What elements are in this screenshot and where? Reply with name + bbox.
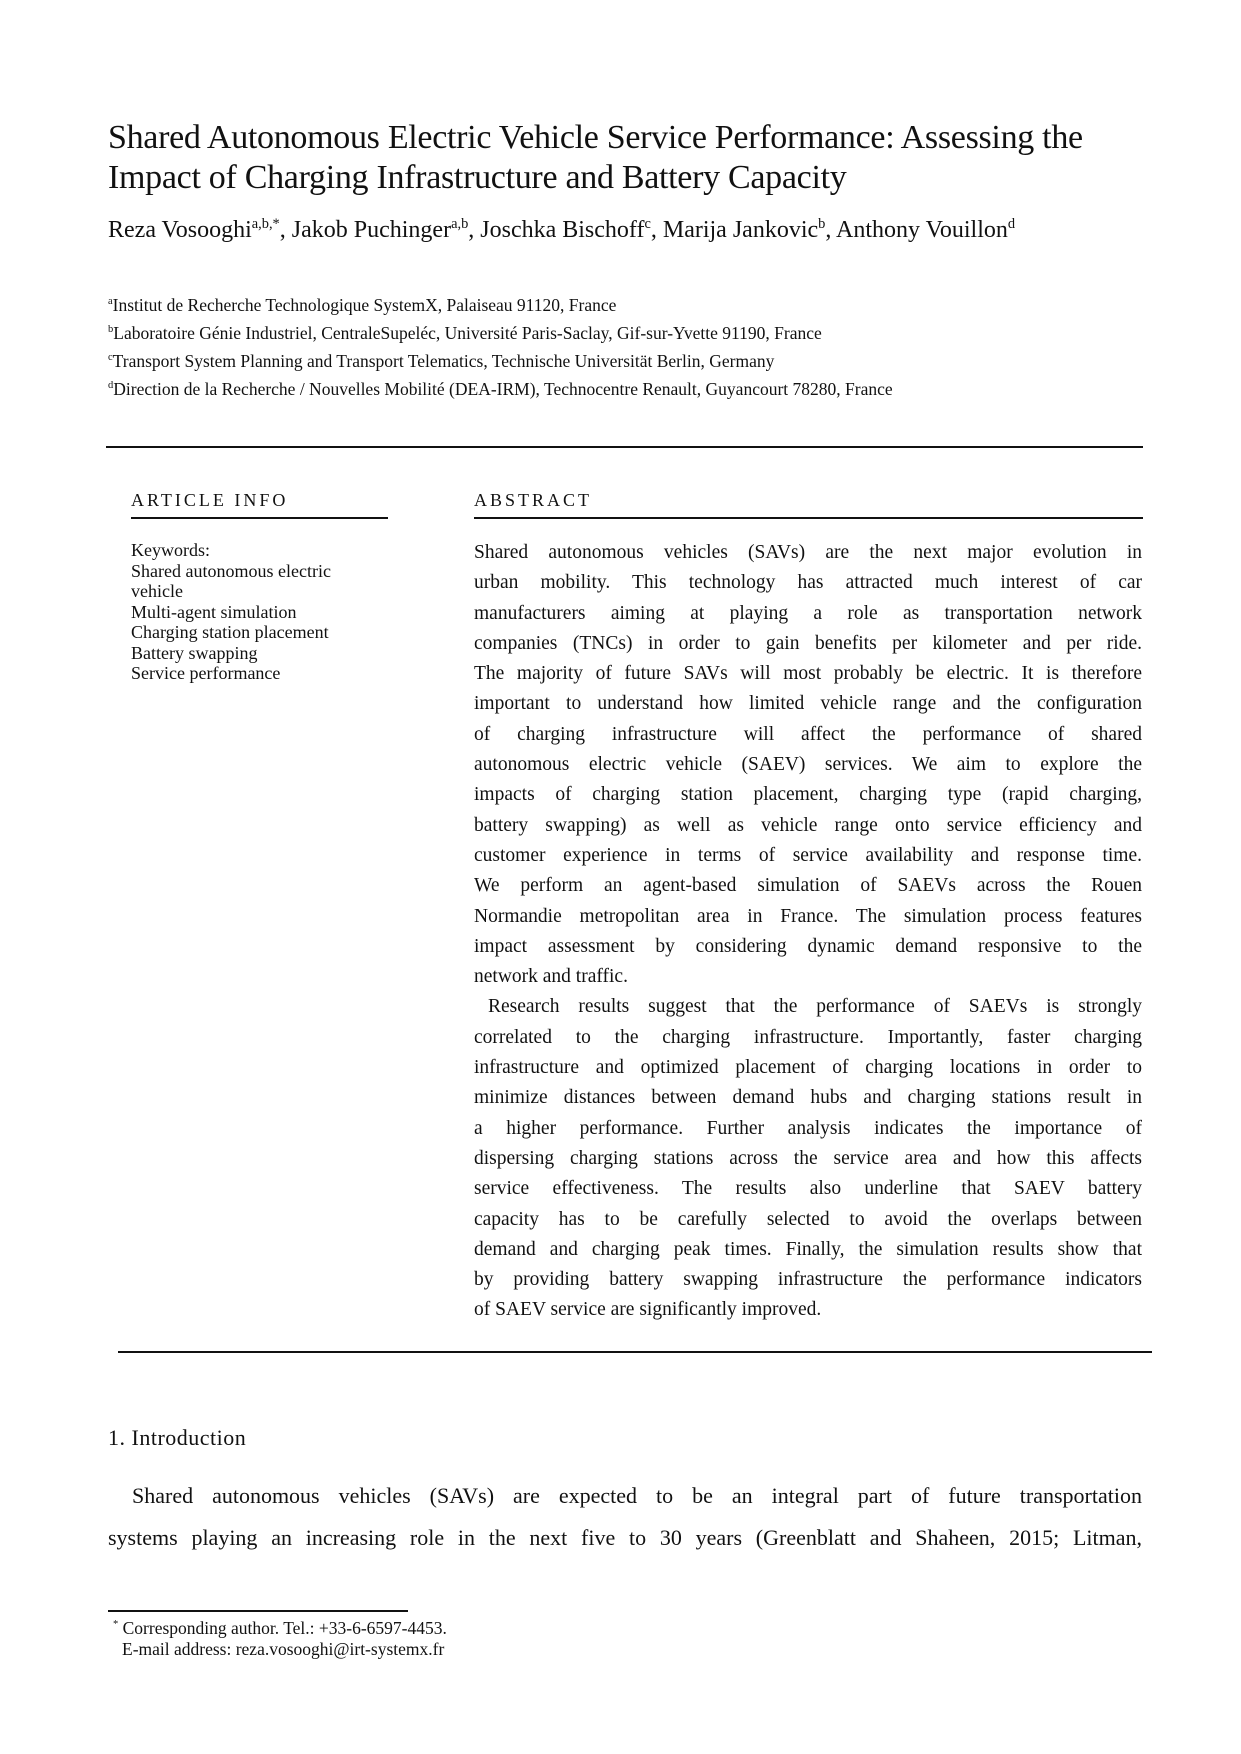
paper-title: Shared Autonomous Electric Vehicle Service Performance: Assessing the Impact of Charging Infrastructure and Battery Capacity — [108, 119, 1083, 196]
body-line: Shared autonomous vehicles (SAVs) are expected to be an integral part of future transportation — [132, 1483, 1142, 1508]
keyword: Battery swapping — [131, 642, 258, 663]
abstract-line: capacity has to be carefully selected to avoid the overlaps between — [474, 1208, 1142, 1230]
abstract-line: autonomous electric vehicle (SAEV) services. We aim to explore the — [474, 754, 1142, 776]
body-line: systems playing an increasing role in the next five to 30 years (Greenblatt and Shaheen, 2015; Litman, — [108, 1525, 1142, 1550]
introduction-body — [108, 1475, 1142, 1559]
abstract-line: important to understand how limited vehicle range and the configuration — [474, 693, 1142, 715]
abstract-line: demand and charging peak times. Finally, the simulation results show that — [474, 1238, 1142, 1260]
abstract-line: Shared autonomous vehicles (SAVs) are the next major evolution in — [474, 542, 1142, 563]
affiliation: $^b$Laboratoire Génie Industriel, CentraleSupeléc, Université Paris-Saclay, Gif-sur-Yvette 91190, France — [108, 323, 822, 343]
abstract-line: We perform an agent-based simulation of SAEVs across the Rouen — [474, 875, 1142, 897]
abstract-line: Normandie metropolitan area in France. The simulation process features — [474, 905, 1142, 927]
abstract-line: correlated to the charging infrastructure. Importantly, faster charging — [474, 1026, 1142, 1048]
abstract-line: battery swapping) as well as vehicle range onto service efficiency and — [474, 814, 1142, 836]
abstract-line: urban mobility. This technology has attracted much interest of car — [474, 572, 1142, 594]
abstract-line: Research results suggest that the performance of SAEVs is strongly — [488, 996, 1142, 1018]
author: Marija Jankovic$^b$ — [662, 216, 826, 243]
author: Anthony Vouillon$^d$ — [836, 216, 1016, 243]
abstract-line: a higher performance. Further analysis indicates the importance of — [474, 1117, 1142, 1139]
abstract-line: customer experience in terms of service availability and response time. — [474, 844, 1142, 866]
section-heading: 1. Introduction — [108, 1425, 247, 1450]
affiliation: $^c$Transport System Planning and Transport Telematics, Technische Universität Berlin, Germany — [108, 351, 775, 371]
abstract-paragraph — [474, 538, 1142, 992]
abstract-body — [474, 538, 1142, 1326]
author: Joschka Bischoff$^c$ — [480, 216, 651, 243]
affiliation: $^d$Direction de la Recherche / Nouvelles Mobilité (DEA-IRM), Technocentre Renault, Guyancourt 78280, France — [108, 379, 893, 399]
abstract-line: companies (TNCs) in order to gain benefits per kilometer and per ride. — [474, 632, 1142, 654]
abstract-heading: ABSTRACT — [474, 490, 593, 510]
keyword: Shared autonomous electric — [131, 560, 331, 581]
abstract-line: dispersing charging stations across the service area and how this affects — [474, 1147, 1142, 1169]
keyword: Charging station placement — [131, 622, 329, 642]
keyword: vehicle — [131, 581, 183, 601]
keywords-label: Keywords: — [131, 540, 210, 560]
abstract-line: manufacturers aiming at playing a role as transportation network — [474, 602, 1142, 624]
footnote-divider — [108, 1610, 408, 1612]
footnote-line: * Corresponding author. Tel.: +33-6-6597-4453. — [113, 1618, 447, 1638]
abstract-line: by providing battery swapping infrastructure the performance indicators — [474, 1269, 1142, 1291]
abstract-line: service effectiveness. The results also underline that SAEV battery — [474, 1178, 1142, 1200]
header-divider — [106, 446, 1143, 448]
abstract-line: impacts of charging station placement, charging type (rapid charging, — [474, 784, 1142, 806]
keyword: Service performance — [131, 663, 281, 683]
abstract-paragraph — [474, 992, 1142, 1325]
article-info-underline — [131, 517, 388, 519]
abstract-underline — [474, 517, 1143, 519]
abstract-divider — [118, 1351, 1152, 1353]
affiliation: $^a$Institut de Recherche Technologique SystemX, Palaiseau 91120, France — [108, 295, 617, 315]
abstract-line: of charging infrastructure will affect the performance of shared — [474, 723, 1142, 745]
abstract-line: network and traffic. — [474, 966, 628, 988]
author: Reza Vosooghi$^{a,b,*}$ — [108, 216, 280, 243]
keywords — [131, 540, 391, 684]
author-list: Reza Vosooghi$^{a,b,*}$, Jakob Puchinger$^{a,b}$, Joschka Bischoff$^c$, Marija Jankovic$^b$, Anthony Vouillon$^d$ — [108, 216, 1016, 243]
article-info-heading: ARTICLE INFO — [131, 490, 289, 510]
abstract-line: of SAEV service are significantly improved. — [474, 1299, 822, 1321]
abstract-line: impact assessment by considering dynamic demand responsive to the — [474, 935, 1142, 957]
author: Jakob Puchinger$^{a,b}$ — [291, 216, 469, 243]
abstract-line: infrastructure and optimized placement of charging locations in order to — [474, 1057, 1142, 1079]
abstract-line: minimize distances between demand hubs and charging stations result in — [474, 1087, 1142, 1109]
keyword: Multi-agent simulation — [131, 601, 297, 622]
abstract-line: The majority of future SAVs will most probably be electric. It is therefore — [474, 663, 1142, 685]
footnote-email: E-mail address: reza.vosooghi@irt-systemx.fr — [122, 1639, 445, 1659]
